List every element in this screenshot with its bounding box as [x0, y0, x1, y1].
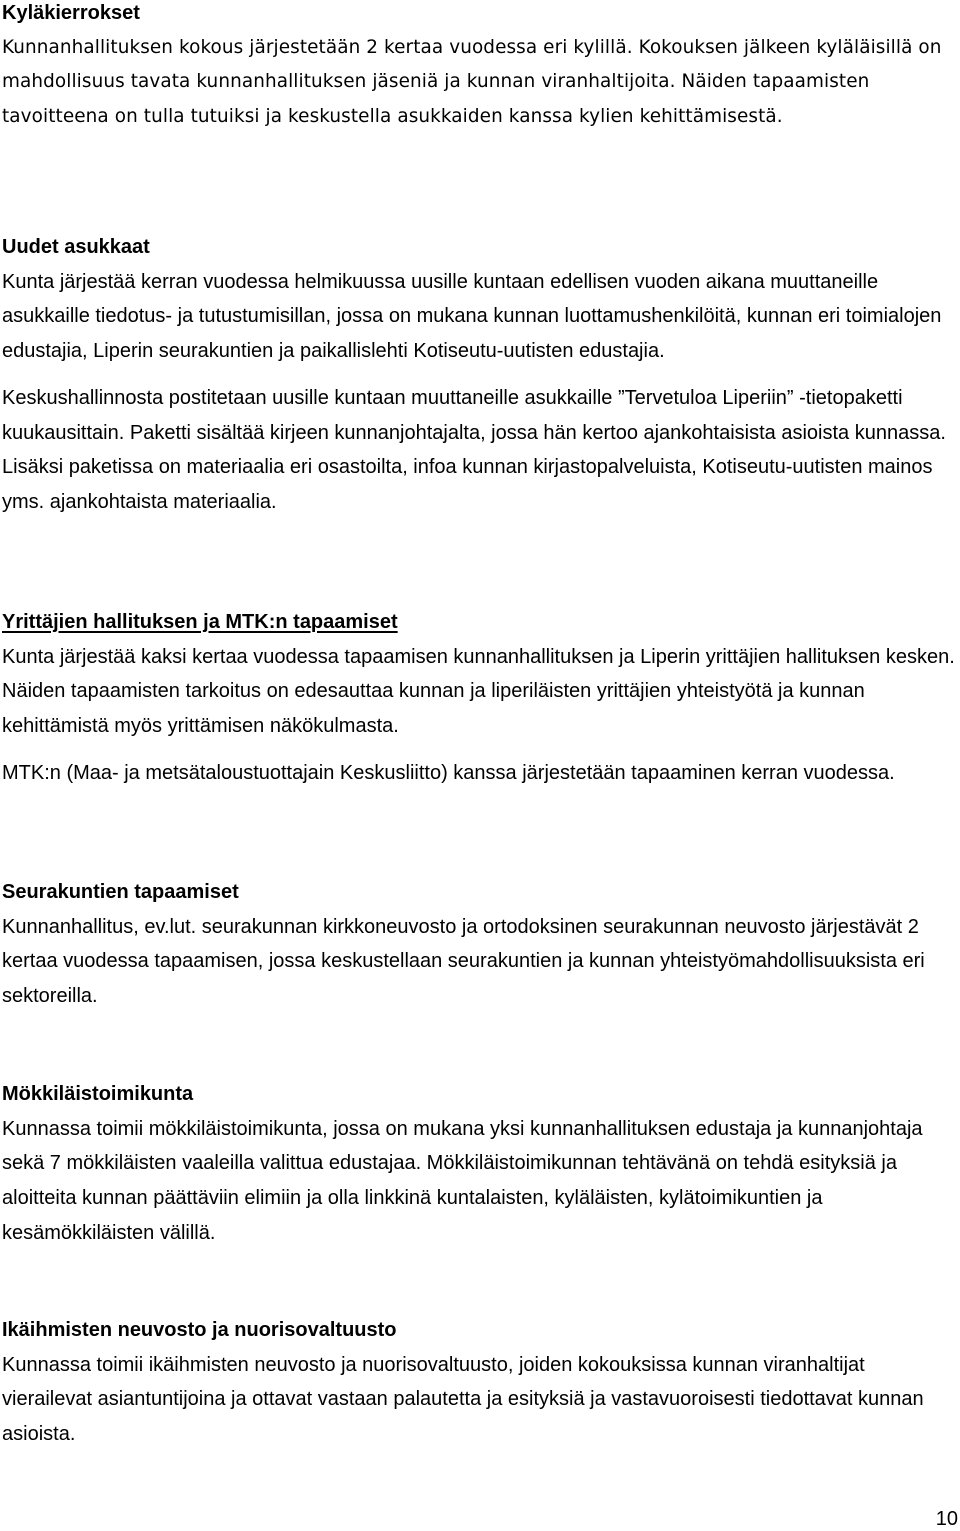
section-kylakierrokset	[2, 0, 958, 135]
section-paragraph: Kunnanhallitus, ev.lut. seurakunnan kirkkoneuvosto ja ortodoksinen seurakunnan neuvosto järjestävät 2 kertaa vuodessa tapaamisen, jossa keskustellaan seurakuntien ja kunnan yhteistyömahdollisuuksista eri sektoreilla.	[2, 915, 925, 1008]
section-paragraph: Keskushallinnosta postitetaan uusille kuntaan muuttaneille asukkaille ”Tervetuloa Liperiin” -tietopaketti kuukausittain. Paketti sisältää kirjeen kunnanjohtajalta, jossa hän kertoo ajankohtaisista asioista kunnassa. Lisäksi paketissa on materiaalia eri osastoilta, infoa kunnan kirjastopalveluista, Kotiseutu-uutisten mainos yms. ajankohtaista materiaalia.	[2, 386, 946, 513]
section-paragraph: Kunta järjestää kerran vuodessa helmikuussa uusille kuntaan edellisen vuoden aikana muuttaneille asukkaille tiedotus- ja tutustumisillan, jossa on mukana kunnan luottamushenkilöitä, kunnan eri toimialojen edustajia, Liperin seurakuntien ja paikallislehti Kotiseutu-uutisten edustajia.	[2, 270, 942, 363]
section-heading: Yrittäjien hallituksen ja MTK:n tapaamiset	[2, 611, 398, 633]
section-heading: Mökkiläistoimikunta	[2, 1083, 194, 1105]
section-heading: Seurakuntien tapaamiset	[2, 881, 239, 903]
page-number: 10	[935, 1508, 958, 1530]
section-ikaihmiset-nuoriso	[2, 1313, 958, 1452]
section-heading: Ikäihmisten neuvosto ja nuorisovaltuusto	[2, 1319, 397, 1341]
section-paragraph: Kunnassa toimii ikäihmisten neuvosto ja nuorisovaltuusto, joiden kokouksissa kunnan viranhaltijat vierailevat asiantuntijoina ja ottavat vastaan palautetta ja esityksiä ja vastavuoroisesti tiedottavat kunnan asioista.	[2, 1353, 924, 1446]
section-paragraph: MTK:n (Maa- ja metsätaloustuottajain Keskusliitto) kanssa järjestetään tapaaminen kerran vuodessa.	[2, 761, 895, 784]
section-seurakunnat	[2, 875, 958, 1014]
section-yrittajat-mtk	[2, 605, 958, 791]
section-uudet-asukkaat	[2, 230, 958, 520]
section-heading: Kyläkierrokset	[2, 2, 140, 24]
section-paragraph: Kunta järjestää kaksi kertaa vuodessa tapaamisen kunnanhallituksen ja Liperin yrittäjien hallituksen kesken. Näiden tapaamisten tarkoitus on edesauttaa kunnan ja liperiläisten yrittäjien yhteistyötä ja kunnan kehittämistä myös yrittämisen näkökulmasta.	[2, 645, 955, 738]
section-heading: Uudet asukkaat	[2, 236, 150, 258]
section-mokkilaistoimikunta	[2, 1077, 958, 1251]
section-paragraph: Kunnanhallituksen kokous järjestetään 2 kertaa vuodessa eri kylillä. Kokouksen jälkeen kyläläisillä on mahdollisuus tavata kunnanhallituksen jäseniä ja kunnan viranhaltijoita. Näiden tapaamisten tavoitteena on tulla tutuiksi ja keskustella asukkaiden kanssa kylien kehittämisestä.	[2, 36, 942, 128]
section-paragraph: Kunnassa toimii mökkiläistoimikunta, jossa on mukana yksi kunnanhallituksen edustaja ja kunnanjohtaja sekä 7 mökkiläisten vaaleilla valittua edustajaa. Mökkiläistoimikunnan tehtävänä on tehdä esityksiä ja aloitteita kunnan päättäviin elimiin ja olla linkkinä kuntalaisten, kyläläisten, kylätoimikuntien ja kesämökkiläisten välillä.	[2, 1117, 923, 1244]
